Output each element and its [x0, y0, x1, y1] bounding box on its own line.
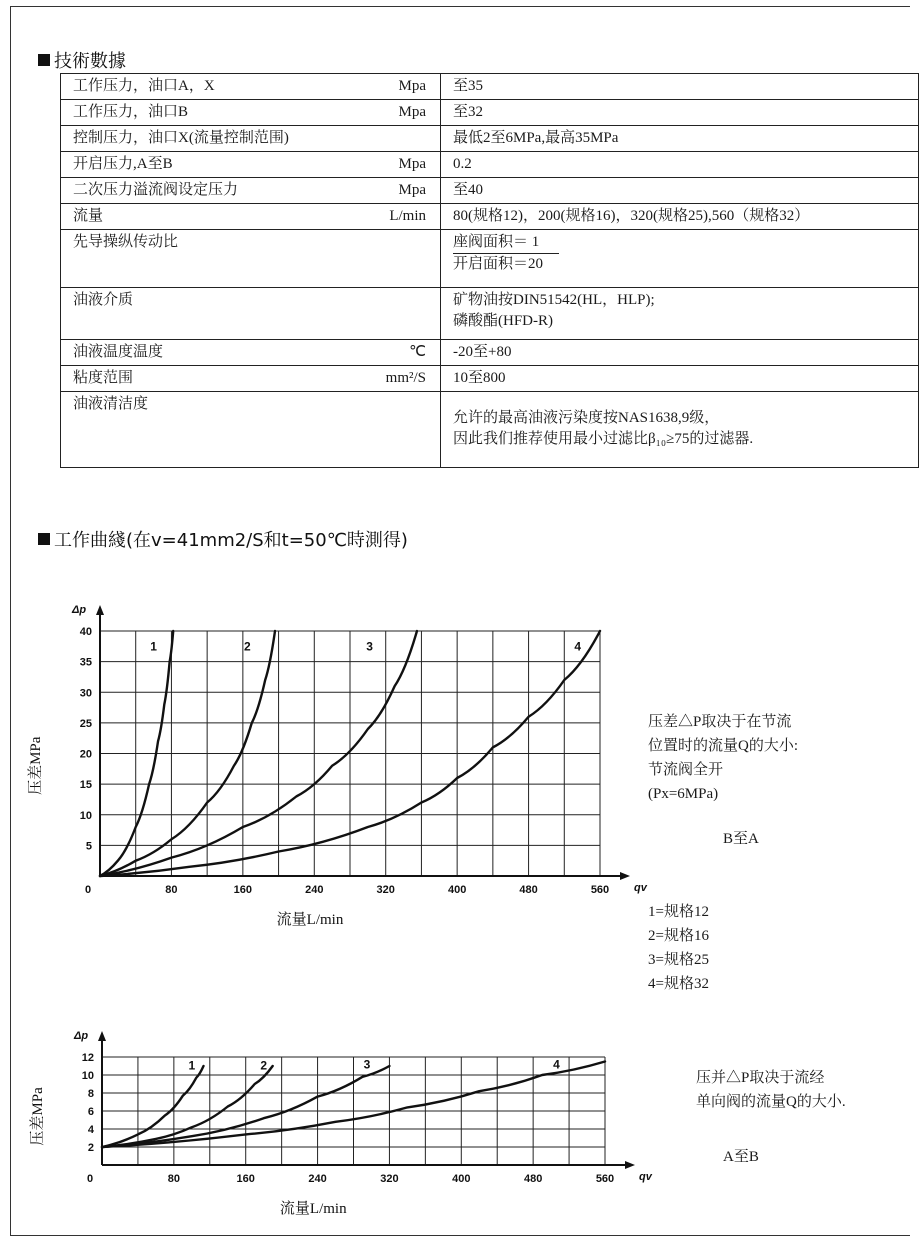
spec-parameter	[61, 366, 441, 392]
y-axis-arrow-icon	[96, 605, 104, 615]
spec-value-line: 因此我们推荐使用最小过滤比β₁₀≥75的过滤器.	[453, 431, 754, 447]
chart-2-a-to-b	[30, 1015, 650, 1235]
y-tick-label: 8	[87, 1088, 94, 1100]
legend-entry: 1=规格12	[648, 904, 709, 920]
legend-entry: 3=规格25	[648, 952, 709, 968]
x-axis-title: 流量L/min	[279, 1201, 347, 1217]
x-tick-label: 560	[590, 884, 610, 896]
spec-value	[441, 366, 919, 392]
spec-value-line: 最低2至6MPa,最高35MPa	[453, 130, 619, 146]
spec-name: 流量	[73, 208, 104, 224]
x-tick-label: 0	[84, 884, 92, 896]
spec-value	[441, 392, 919, 468]
spec-name: 粘度范围	[73, 370, 134, 386]
x-tick-label: 480	[523, 1173, 543, 1185]
curve-label: 3	[366, 639, 373, 654]
curve-label: 2	[243, 639, 251, 654]
curve-series-1	[102, 1066, 203, 1147]
x-tick-label: 240	[308, 1173, 327, 1185]
curve-label: 2	[260, 1058, 268, 1073]
spec-row	[61, 366, 919, 392]
x-tick-label: 80	[165, 884, 178, 896]
spec-value-line: 磷酸酯(HFD-R)	[453, 313, 553, 329]
y-tick-label: 4	[87, 1124, 94, 1136]
x-tick-label: 160	[233, 884, 253, 896]
legend-entry: 4=规格32	[648, 976, 709, 992]
legend-entry: 2=规格16	[648, 928, 709, 944]
spec-value-line: 允许的最高油液污染度按NAS1638,9级，	[453, 410, 720, 426]
spec-parameter	[61, 204, 441, 230]
spec-value-line: 至40	[453, 182, 484, 198]
specs-table-body	[61, 74, 919, 468]
x-tick-label: 0	[86, 1173, 94, 1185]
spec-parameter	[61, 288, 441, 340]
spec-name: 工作压力，油口A，X	[73, 78, 215, 94]
y-axis-arrow-icon	[98, 1031, 106, 1041]
spec-row	[61, 392, 919, 468]
spec-name: 二次压力溢流阀设定压力	[73, 182, 239, 198]
chart-2-desc-line: 单向阀的流量Q的大小.	[696, 1094, 846, 1110]
spec-row	[61, 178, 919, 204]
chart-1-desc-line: (Px=6MPa)	[648, 786, 719, 802]
curve-label: 1	[150, 639, 157, 654]
chart-2-description	[696, 1066, 846, 1114]
y-axis-title: 压差MPa	[30, 1087, 46, 1146]
spec-name: 工作压力，油口B	[73, 104, 189, 120]
fraction-denominator: 开启面积＝20	[453, 256, 544, 272]
curve-label: 4	[553, 1057, 560, 1072]
spec-row	[61, 126, 919, 152]
spec-value-line: 矿物油按DIN51542(HL，HLP);	[453, 292, 655, 308]
y-tick-label: 10	[81, 1070, 94, 1082]
spec-value	[441, 340, 919, 366]
spec-unit: Mpa	[398, 182, 426, 198]
fraction-numerator: 座阀面积＝ 1	[453, 232, 559, 254]
spec-value-line: 至32	[453, 104, 484, 120]
spec-unit: mm²/S	[385, 370, 426, 386]
x-tick-label: 400	[447, 884, 467, 896]
square-bullet-icon	[38, 533, 50, 545]
chart-1-desc-line: 压差△P取决于在节流	[648, 714, 792, 730]
x-axis-arrow-icon	[620, 872, 630, 880]
spec-value	[441, 126, 919, 152]
spec-name: 开启压力,A至B	[73, 156, 173, 172]
spec-row	[61, 288, 919, 340]
x-tick-label: 320	[376, 884, 395, 896]
spec-parameter	[61, 152, 441, 178]
specs-heading	[38, 47, 126, 73]
y-tick-label: 40	[79, 626, 92, 638]
curve-label: 1	[188, 1058, 196, 1073]
spec-unit: Mpa	[398, 78, 426, 94]
spec-parameter	[61, 230, 441, 288]
x-tick-label: 480	[519, 884, 538, 896]
x-tick-label: 400	[452, 1173, 471, 1185]
y-tick-label: 20	[79, 748, 92, 761]
spec-name: 先导操纵传动比	[73, 234, 179, 250]
chart-1-legend	[648, 900, 709, 996]
chart-2-direction: A至B	[723, 1149, 759, 1165]
spec-value	[441, 152, 919, 178]
x-tick-label: 80	[167, 1173, 180, 1185]
spec-name: 油液介质	[73, 292, 134, 308]
y-tick-label: 6	[87, 1106, 94, 1118]
spec-value	[441, 178, 919, 204]
x-tick-label: 240	[305, 884, 324, 896]
chart-1-desc-line: 节流阀全开	[648, 762, 724, 778]
y-axis-symbol: Δp	[72, 604, 87, 616]
spec-row	[61, 230, 919, 288]
specs-table	[60, 73, 919, 468]
spec-value-line: 0.2	[453, 156, 472, 172]
y-tick-label: 15	[79, 779, 92, 792]
x-tick-label: 160	[236, 1173, 255, 1185]
chart-1-desc-line: 位置时的流量Q的大小:	[648, 738, 799, 754]
spec-unit: ℃	[409, 344, 426, 360]
spec-unit: L/min	[389, 208, 426, 224]
curves-heading	[38, 526, 408, 552]
spec-value	[441, 288, 919, 340]
spec-value	[441, 204, 919, 230]
spec-parameter	[61, 126, 441, 152]
area-ratio-fraction	[453, 232, 559, 275]
y-tick-label: 30	[79, 687, 92, 700]
spec-value	[441, 74, 919, 100]
spec-value-line: 10至800	[453, 370, 506, 386]
spec-row	[61, 204, 919, 230]
spec-name: 油液清洁度	[73, 396, 149, 412]
spec-value-line: 80(规格12)，200(规格16)，320(规格25),560（规格32）	[453, 208, 810, 224]
x-tick-label: 560	[595, 1173, 615, 1185]
spec-value	[441, 100, 919, 126]
x-tick-label: 320	[380, 1173, 399, 1185]
spec-parameter	[61, 178, 441, 204]
chart-1-direction: B至A	[723, 831, 759, 847]
chart-2-desc-line: 压并△P取决于流经	[696, 1070, 825, 1086]
chart-grid	[102, 1057, 605, 1165]
spec-unit: Mpa	[398, 156, 426, 172]
spec-parameter	[61, 392, 441, 468]
spec-row	[61, 74, 919, 100]
spec-value-line: 至35	[453, 78, 484, 94]
spec-parameter	[61, 340, 441, 366]
y-axis-title: 压差MPa	[28, 736, 44, 795]
spec-value	[441, 230, 919, 288]
x-axis-symbol: qv	[634, 882, 647, 894]
y-tick-label: 2	[87, 1142, 94, 1154]
curves-heading-text: 工作曲綫(在v=41mm2/S和t=50℃時測得)	[54, 530, 408, 551]
y-tick-label: 25	[79, 717, 92, 730]
y-tick-label: 12	[81, 1052, 94, 1064]
y-tick-label: 10	[79, 809, 92, 822]
spec-parameter	[61, 74, 441, 100]
square-bullet-icon	[38, 54, 50, 66]
curve-label: 4	[574, 639, 582, 654]
chart-grid	[100, 631, 600, 876]
spec-name: 控制压力，油口X(流量控制范围)	[73, 130, 289, 146]
x-axis-title: 流量L/min	[276, 912, 344, 928]
spec-value-line: -20至+80	[453, 344, 512, 360]
y-tick-label: 35	[79, 656, 92, 669]
curve-label: 3	[363, 1057, 371, 1072]
spec-parameter	[61, 100, 441, 126]
y-axis-symbol: Δp	[74, 1030, 89, 1042]
spec-unit: Mpa	[398, 104, 426, 120]
spec-name: 油液温度温度	[73, 344, 164, 360]
specs-heading-text: 技術數據	[54, 51, 126, 72]
spec-row	[61, 340, 919, 366]
spec-row	[61, 152, 919, 178]
chart-1-b-to-a	[30, 590, 650, 940]
spec-row	[61, 100, 919, 126]
x-axis-symbol: qv	[639, 1171, 652, 1183]
chart-1-description	[648, 710, 798, 806]
y-tick-label: 5	[85, 840, 92, 853]
x-axis-arrow-icon	[625, 1161, 635, 1169]
